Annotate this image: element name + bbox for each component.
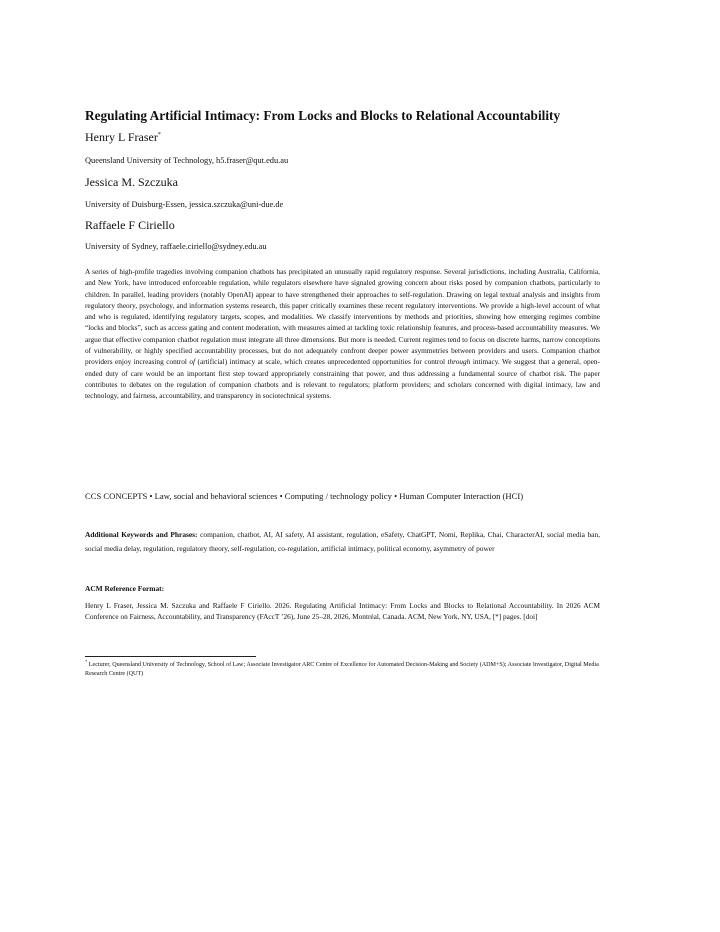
author-name-1 [85, 130, 161, 145]
footnote-text: Lecturer, Queensland University of Technology, School of Law; Associate Investigator ARC Centre of Excellence for Automated Decision-Making and Society (ADM+S); Associate Investigator, Digital Media Research Centre (QUT) [85, 662, 599, 677]
acm-reference-heading: ACM Reference Format: [85, 584, 165, 593]
abstract-text: A series of high-profile tragedies involving companion chatbots has precipitated an unusually rapid regulatory response. Several jurisdictions, including Australia, California, and New York, have introduced enforceable regulation, while regulators elsewhere have signaled growing concern about risks posed by companion chatbots, particularly to children. In parallel, leading providers (notably OpenAI) appear to have strengthened their approaches to self-regulation. Drawing on legal textual analysis and insights from regulatory theory, psychology, and information systems research, this paper critically examines these recent regulatory interventions. We provide a high-level account of what and who is regulated, identifying regulatory targets, scopes, and modalities. We classify interventions by methods and priorities, showing how emerging regimes combine “locks and blocks”, such as access gating and content moderation, with measures aimed at tackling toxic relationship features, and process-based accountability measures. We argue that effective companion chatbot regulation must integrate all three dimensions. But more is needed. Current regimes tend to focus on discrete harms, narrow conceptions of vulnerability, or highly specified accountability processes, but do not adequately confront deeper power asymmetries between providers and users. Companion chatbot providers enjoy increasing control [85, 267, 600, 367]
ccs-concepts: CCS CONCEPTS • Law, social and behavioral sciences • Computing / technology policy • Human Computer Interaction (HCI) [85, 491, 524, 501]
keywords-label: Additional Keywords and Phrases: [85, 530, 198, 539]
author-affiliation-1: Queensland University of Technology, h5.fraser@qut.edu.au [85, 156, 289, 165]
paper-title: Regulating Artificial Intimacy: From Locks and Blocks to Relational Accountability [85, 108, 561, 123]
keywords [85, 528, 600, 556]
footnote [85, 658, 600, 679]
author-name-2: Jessica M. Szczuka [85, 175, 178, 189]
abstract-text: (artificial) intimacy at scale, which creates unprecedented opportunities for control [195, 357, 448, 367]
author-name-3: Raffaele F Ciriello [85, 218, 175, 232]
footnote-divider [85, 656, 256, 657]
abstract-emphasis: through [447, 357, 471, 367]
author-affiliation-3: University of Sydney, raffaele.ciriello@sydney.edu.au [85, 242, 267, 251]
footnote-marker: * [85, 658, 88, 664]
author-name-text: Henry L Fraser [85, 130, 158, 144]
abstract-emphasis: of [189, 357, 196, 367]
author-affiliation-2: University of Duisburg-Essen, jessica.szczuka@uni-due.de [85, 200, 284, 209]
abstract-text: intimacy. We suggest that a general, open-ended duty of care would be an important first step toward appropriately constraining that power, and thus addressing a fundamental source of chatbot risk. The paper contributes to debates on the regulation of companion chatbots and is relevant to regulators; platform providers; and scholars concerned with digital intimacy, law and technology, and fairness, accountability, and transparency in sociotechnical systems. [85, 357, 600, 401]
footnote-marker: * [157, 132, 161, 138]
abstract [85, 266, 600, 402]
keywords-text: companion, chatbot, AI, AI safety, AI assistant, regulation, eSafety, ChatGPT, Nomi, Replika, Chai, CharacterAI, social media ban, social media delay, regulation, regulatory theory, self-regulation, co-regulation, artificial intimacy, political economy, asymmetry of power [85, 530, 600, 553]
acm-reference-text: Henry L Fraser, Jessica M. Szczuka and Raffaele F Ciriello. 2026. Regulating Artificial Intimacy: From Locks and Blocks to Relational Accountability. In 2026 ACM Conference on Fairness, Accountability, and Transparency (FAccT ’26), June 25–28, 2026, Montréal, Canada. ACM, New York, NY, USA, [*] pages. [doi] [85, 601, 600, 621]
